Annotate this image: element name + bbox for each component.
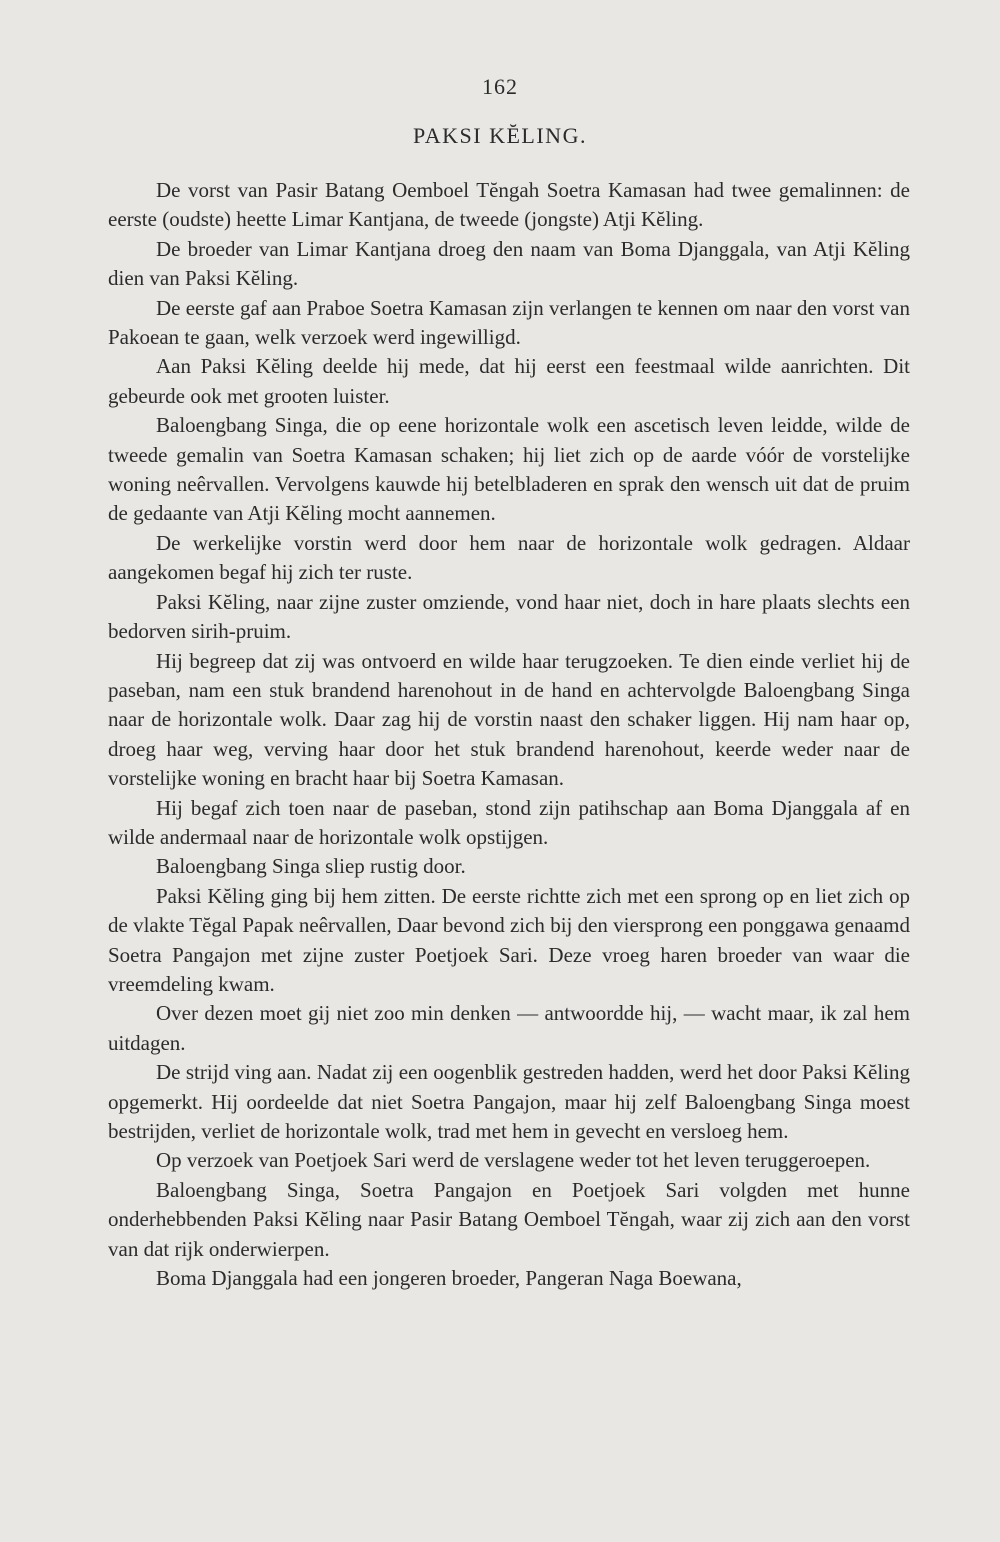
paragraph: Baloengbang Singa, Soetra Pangajon en Poetjoek Sari volgden met hunne onderhebbenden Paksi Kĕling naar Pasir Batang Oemboel Tĕngah, waar zij zich aan den vorst van dat rijk onderwierpen. — [108, 1177, 910, 1261]
chapter-title: PAKSI KĔLING. — [413, 123, 587, 148]
paragraph: Baloengbang Singa sliep rustig door. — [156, 854, 466, 879]
paragraph: Baloengbang Singa, die op eene horizontale wolk een ascetisch leven leidde, wilde de tweede gemalin van Soetra Kamasan schaken; hij liet zich op de aarde vóór de vorstelijke woning neêrvallen. Vervolgens kauwde hij betelbladeren en sprak den wensch uit dat de pruim de gedaante van Atji Kĕling mocht aannemen. — [108, 413, 910, 526]
paragraph: Paksi Kĕling, naar zijne zuster omziende, vond haar niet, doch in hare plaats slechts een bedorven sirih-pruim. — [108, 589, 910, 644]
paragraph: De broeder van Limar Kantjana droeg den naam van Boma Djanggala, van Atji Kĕling dien van Paksi Kĕling. — [108, 236, 910, 291]
paragraph: Boma Djanggala had een jongeren broeder, Pangeran Naga Boewana, — [156, 1266, 742, 1291]
paragraph: Aan Paksi Kĕling deelde hij mede, dat hij eerst een feestmaal wilde aanrichten. Dit gebeurde ook met grooten luister. — [108, 354, 910, 408]
paragraph: De werkelijke vorstin werd door hem naar de horizontale wolk gedragen. Aldaar aangekomen begaf hij zich ter ruste. — [108, 530, 910, 585]
body-text — [108, 176, 910, 1293]
paragraph: De eerste gaf aan Praboe Soetra Kamasan zijn verlangen te kennen om naar den vorst van Pakoean te gaan, welk verzoek werd ingewilligd. — [108, 295, 910, 350]
paragraph: Op verzoek van Poetjoek Sari werd de verslagene weder tot het leven teruggeroepen. — [156, 1148, 871, 1173]
paragraph: Paksi Kĕling ging bij hem zitten. De eerste richtte zich met een sprong op en liet zich op de vlakte Tĕgal Papak neêrvallen, Daar bevond zich bij den viersprong een ponggawa genaamd Soetra Pangajon met zijne zuster Poetjoek Sari. Deze vroeg haren broeder van waar die vreemdeling kwam. — [108, 883, 910, 996]
paragraph: Hij begreep dat zij was ontvoerd en wilde haar terugzoeken. Te dien einde verliet hij de paseban, nam een stuk brandend harenohout in de hand en achtervolgde Baloengbang Singa naar de horizontale wolk. Daar zag hij de vorstin naast den schaker liggen. Hij nam haar op, droeg haar weg, verving haar door het stuk brandend harenohout, keerde weder naar de vorstelijke woning en bracht haar bij Soetra Kamasan. — [108, 648, 910, 791]
paragraph: Over dezen moet gij niet zoo min denken — antwoordde hij, — wacht maar, ik zal hem uitdagen. — [108, 1001, 910, 1055]
paragraph: De strijd ving aan. Nadat zij een oogenblik gestreden hadden, werd het door Paksi Kĕling opgemerkt. Hij oordeelde dat niet Soetra Pangajon, maar hij zelf Baloengbang Singa moest bestrijden, verliet de horizontale wolk, trad met hem in gevecht en versloeg hem. — [108, 1060, 910, 1143]
page-number: 162 — [482, 74, 518, 99]
paragraph: De vorst van Pasir Batang Oemboel Tĕngah Soetra Kamasan had twee gemalinnen: de eerste (oudste) heette Limar Kantjana, de tweede (jongste) Atji Kĕling. — [108, 178, 910, 232]
paragraph: Hij begaf zich toen naar de paseban, stond zijn patihschap aan Boma Djanggala af en wilde andermaal naar de horizontale wolk opstijgen. — [108, 795, 910, 849]
